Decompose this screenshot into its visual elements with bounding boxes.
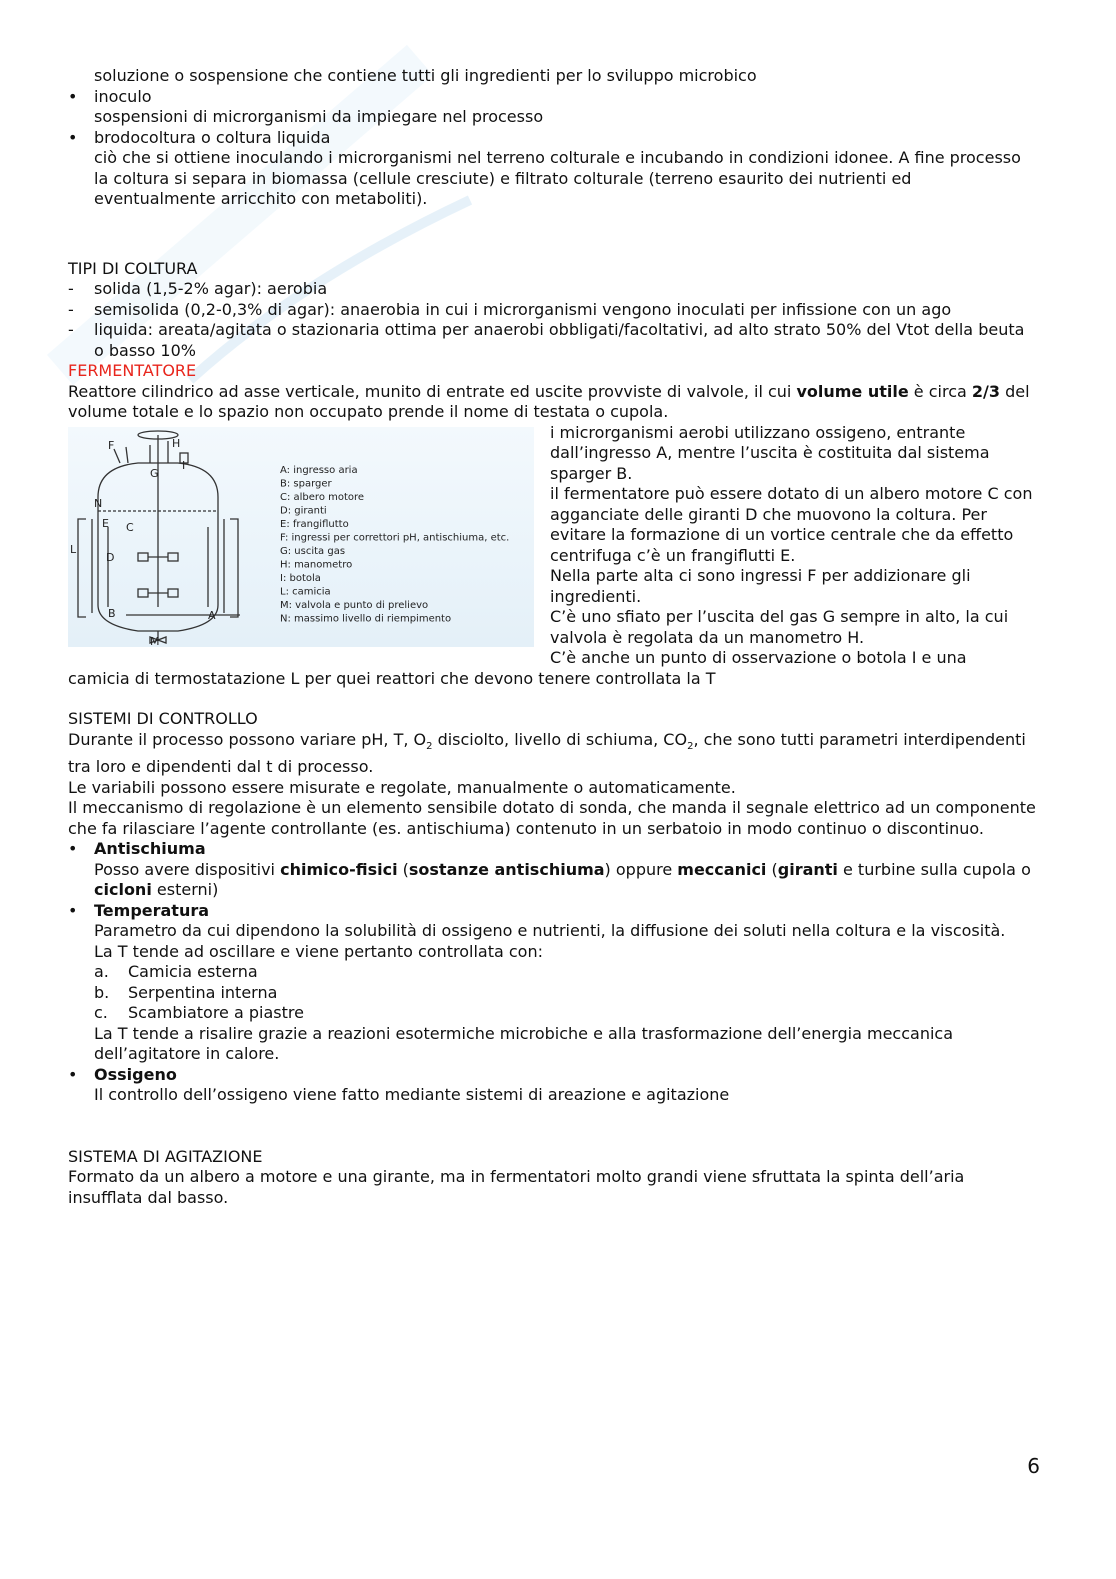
- legend-item: H: manometro: [280, 559, 353, 570]
- fermenter-description: i microrganismi aerobi utilizzano ossigeno, entrante dall’ingresso A, mentre l’uscita è costituita dal sistema sparger B. il fermentatore può essere dotato di un albero motore C con agganciate delle giranti D che muovono la coltura. Per evitare la formazione di un vortice centrale che da effetto centrifuga c’è un frangiflutti E. Nella parte alta ci sono ingressi F per addizionare gli ingredienti. C’è uno sfiato per l’uscita del gas G sempre in alto, la cui valvola è regolata da un manometro H. C’è anche un punto di osservazione o botola I e una: [550, 422, 1033, 667]
- legend-item: G: uscita gas: [280, 545, 346, 557]
- figure-label: A: [208, 608, 216, 622]
- list-item: - liquida: areata/agitata o stazionaria ottima per anaerobi obbligati/facoltativi, ad alto strato 50% del Vtot della beuta o basso 10%: [68, 320, 1025, 360]
- legend-item: L: camicia: [280, 586, 331, 597]
- figure-label: F: [108, 438, 115, 452]
- list-item-ossigeno: • Ossigeno: [68, 1065, 1038, 1086]
- inoculo-definition: sospensioni di microrganismi da impiegare nel processo: [94, 107, 544, 126]
- page-number: 6: [1027, 1454, 1040, 1478]
- fermentatore-heading: FERMENTATORE: [68, 361, 197, 380]
- legend-item: N: massimo livello di riempimento: [280, 613, 452, 624]
- figure-label: B: [108, 606, 116, 620]
- list-item: b. Serpentina interna: [94, 982, 278, 1002]
- controllo-paragraph: Il meccanismo di regolazione è un elemento sensibile dotato di sonda, che manda il segnale elettrico ad un componente che fa rilasciare l’agente controllante (es. antischiuma) contenuto in un serbatoio in modo continuo o discontinuo.: [68, 798, 1036, 838]
- legend-item: I: botola: [280, 572, 321, 584]
- list-item-inoculo: • inoculo: [68, 87, 1038, 108]
- figure-label: E: [102, 516, 109, 530]
- legend-item: M: valvola e punto di prelievo: [280, 599, 429, 611]
- figure-label: G: [150, 466, 159, 480]
- fermenter-diagram: [68, 427, 534, 647]
- figure-label: C: [126, 520, 134, 534]
- list-item: c. Scambiatore a piastre: [94, 1003, 304, 1023]
- figure-row: [68, 423, 1038, 669]
- figure-label: L: [70, 542, 77, 556]
- list-item: - solida (1,5-2% agar): aerobia: [68, 279, 328, 298]
- antischiuma-text: Posso avere dispositivi chimico-fisici (sostanze antischiuma) oppure meccanici (giranti e turbine sulla cupola o cicloni esterni): [94, 859, 1031, 900]
- controllo-paragraph: Durante il processo possono variare pH, T, $O_2$ disciolto, livello di schiuma, $CO_2$, che sono tutti parametri interdipendenti tra loro e dipendenti dal t di processo.: [68, 729, 1026, 777]
- temperatura-text: La T tende a risalire grazie a reazioni esotermiche microbiche e alla trasformazione dell’energia meccanica dell’agitatore in calore.: [94, 1023, 954, 1064]
- figure-label: M: [150, 634, 160, 647]
- legend-item: A: ingresso aria: [280, 464, 358, 476]
- figure-label: N: [94, 496, 103, 510]
- list-item: a. Camicia esterna: [94, 962, 258, 982]
- figure-label: H: [172, 436, 181, 450]
- list-item: - semisolida (0,2-0,3% di agar): anaerobia in cui i microrganismi vengono inoculati per infissione con un ago: [68, 299, 952, 319]
- list-item-antischiuma: • Antischiuma: [68, 839, 1038, 860]
- legend-item: F: ingressi per correttori pH, antischiuma, etc.: [280, 532, 510, 543]
- fermentatore-intro: Reattore cilindrico ad asse verticale, munito di entrate ed uscite provviste di valvole, il cui volume utile è circa 2/3 del volume totale e lo spazio non occupato prende il nome di testata o cupola.: [68, 381, 1030, 421]
- temperatura-text: Parametro da cui dipendono la solubilità di ossigeno e nutrienti, la diffusione dei soluti nella coltura e la viscosità.: [94, 921, 1006, 941]
- fermenter-description-tail: camicia di termostatazione L per quei reattori che devono tenere controllata la T: [68, 668, 716, 688]
- brodocoltura-definition: ciò che si ottiene inoculando i microrganismi nel terreno colturale e incubando in condizioni idonee. A fine processo la coltura si separa in biomassa (cellule cresciute) e filtrato colturale (terreno esaurito dei nutrienti ed eventualmente arricchito con metaboliti).: [94, 148, 1021, 208]
- temperatura-text: La T tende ad oscillare e viene pertanto controllata con:: [94, 941, 543, 961]
- controllo-heading: SISTEMI DI CONTROLLO: [68, 709, 258, 728]
- ossigeno-text: Il controllo dell’ossigeno viene fatto mediante sistemi di areazione e agitazione: [94, 1085, 730, 1105]
- list-item-brodocoltura: • brodocoltura o coltura liquida: [68, 128, 1038, 149]
- legend-item: D: giranti: [280, 505, 327, 516]
- list-item-temperatura: • Temperatura: [68, 901, 1038, 922]
- medium-definition: soluzione o sospensione che contiene tutti gli ingredienti per lo sviluppo microbico: [94, 66, 757, 85]
- figure-label: D: [106, 550, 115, 564]
- tipi-heading: TIPI DI COLTURA: [68, 258, 198, 278]
- figure-label: I: [182, 458, 186, 472]
- agitazione-text: Formato da un albero a motore e una girante, ma in fermentatori molto grandi viene sfruttata la spinta dell’aria insufflata dal basso.: [68, 1167, 965, 1207]
- legend-item: C: albero motore: [280, 491, 365, 503]
- legend-item: B: sparger: [280, 478, 332, 489]
- document-page: [68, 66, 1038, 1208]
- legend-item: E: frangiflutto: [280, 518, 349, 530]
- agitazione-heading: SISTEMA DI AGITAZIONE: [68, 1146, 263, 1166]
- controllo-paragraph: Le variabili possono essere misurate e regolate, manualmente o automaticamente.: [68, 777, 736, 797]
